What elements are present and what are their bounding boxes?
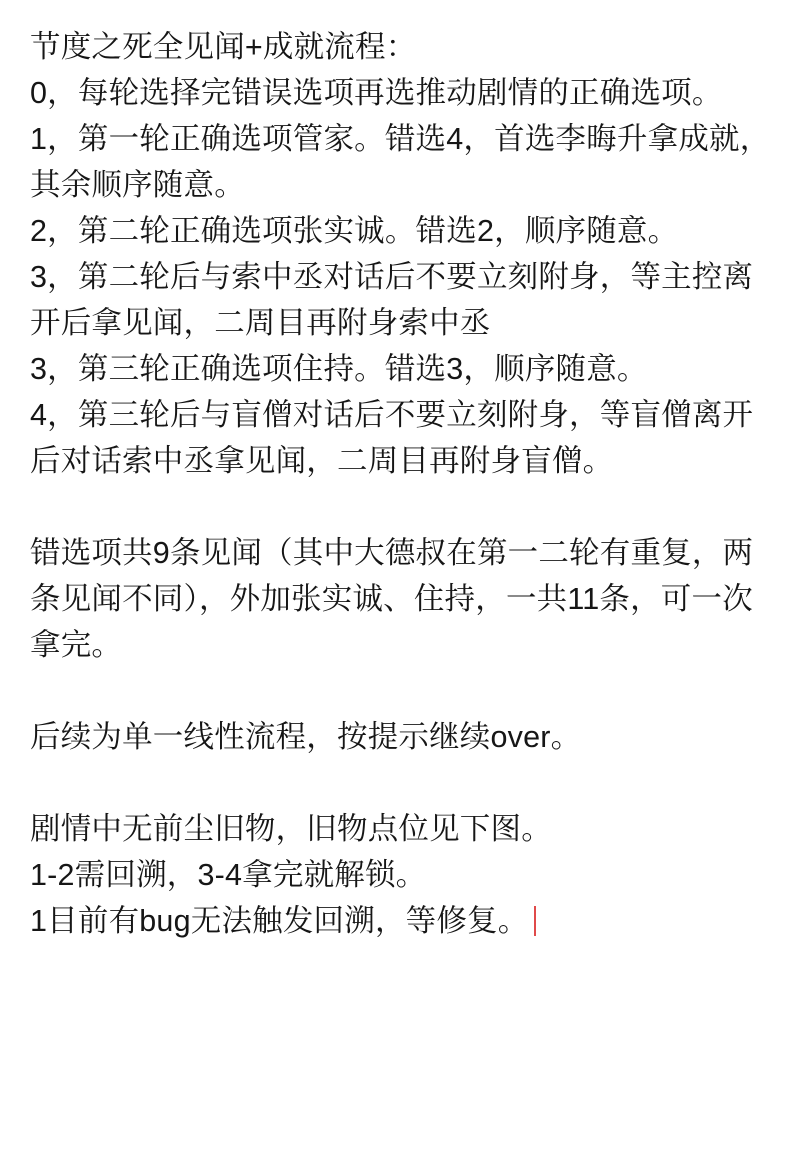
paragraph-spacer-1 — [30, 484, 772, 530]
paragraph-spacer-2 — [30, 668, 772, 714]
text-block-old-items — [30, 806, 772, 944]
text-cursor — [534, 906, 536, 936]
text-block-wrong-options-count — [30, 530, 772, 668]
paragraph-old-items-bug — [30, 898, 536, 944]
paragraph-old-items-intro: 剧情中无前尘旧物，旧物点位见下图。 — [30, 812, 552, 846]
paragraph-old-items-bug-text: 1目前有bug无法触发回溯，等修复。 — [30, 904, 529, 938]
paragraph-old-items-unlock: 1-2需回溯，3-4拿完就解锁。 — [30, 858, 427, 892]
paragraph-title: 节度之死全见闻+成就流程： — [30, 30, 417, 64]
paragraph-step-3a: 3，第二轮后与索中丞对话后不要立刻附身，等主控离开后拿见闻，二周目再附身索中丞 — [30, 260, 754, 340]
text-block-guide-steps — [30, 24, 772, 484]
paragraph-wrong-options-count: 错选项共9条见闻（其中大德叔在第一二轮有重复，两条见闻不同），外加张实诚、住持，一共11条，可一次拿完。 — [30, 536, 754, 662]
paragraph-step-3b: 3，第三轮正确选项住持。错选3，顺序随意。 — [30, 352, 648, 386]
paragraph-step-2: 2，第二轮正确选项张实诚。错选2，顺序随意。 — [30, 214, 679, 248]
text-block-linear-flow — [30, 714, 772, 760]
paragraph-step-1: 1，第一轮正确选项管家。错选4，首选李晦升拿成就，其余顺序随意。 — [30, 122, 771, 202]
paragraph-linear-flow: 后续为单一线性流程，按提示继续over。 — [30, 720, 582, 754]
paragraph-step-4: 4，第三轮后与盲僧对话后不要立刻附身，等盲僧离开后对话索中丞拿见闻，二周目再附身盲僧。 — [30, 398, 754, 478]
paragraph-step-0: 0，每轮选择完错误选项再选推动剧情的正确选项。 — [30, 76, 723, 110]
paragraph-spacer-3 — [30, 760, 772, 806]
